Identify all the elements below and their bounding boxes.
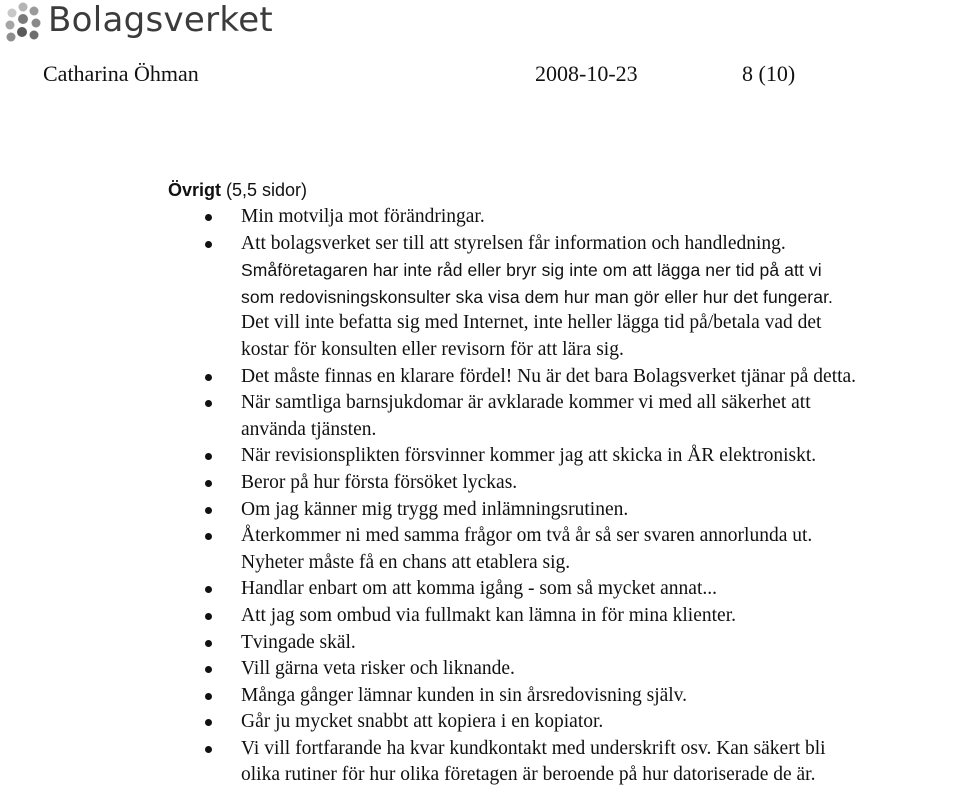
list-item: När samtliga barnsjukdomar är avklarade kommer vi med all säkerhet att xyxy=(0,390,960,417)
list-item: Tvingade skäl. xyxy=(0,630,960,657)
list-item: Det måste finnas en klarare fördel! Nu är det bara Bolagsverket tjänar på detta. xyxy=(0,364,960,391)
list-item: När revisionsplikten försvinner kommer jag att skicka in ÅR elektroniskt. xyxy=(0,443,960,470)
section-heading-bold: Övrigt xyxy=(168,180,222,200)
comment-list xyxy=(0,204,960,789)
list-item: Nyheter måste få en chans att etablera sig. xyxy=(241,551,571,573)
dot-cluster-icon xyxy=(2,2,44,44)
list-item: använda tjänsten. xyxy=(241,418,377,440)
list-item: som redovisningskonsulter ska visa dem hur man gör eller hur det fungerar. xyxy=(241,286,833,307)
logo-text: Bolagsverket xyxy=(48,0,274,40)
list-item: Vi vill fortfarande ha kvar kundkontakt med underskrift osv. Kan säkert bli xyxy=(0,736,960,763)
logo xyxy=(2,0,274,44)
list-item: Beror på hur första försöket lyckas. xyxy=(0,470,960,497)
list-item: Om jag känner mig trygg med inlämningsrutinen. xyxy=(0,497,960,524)
list-item: Återkommer ni med samma frågor om två år så ser svaren annorlunda ut. xyxy=(0,523,960,550)
list-item: Det vill inte befatta sig med Internet, inte heller lägga tid på/betala vad det xyxy=(241,312,822,334)
section-heading-detail: (5,5 sidor) xyxy=(221,180,308,200)
list-item: Att jag som ombud via fullmakt kan lämna in för mina klienter. xyxy=(0,603,960,630)
list-item: Går ju mycket snabbt att kopiera i en kopiator. xyxy=(0,709,960,736)
list-item: Att bolagsverket ser till att styrelsen får information och handledning. xyxy=(0,231,960,258)
document-author: Catharina Öhman xyxy=(43,61,199,86)
list-item: Småföretagaren har inte råd eller bryr sig inte om att lägga ner tid på att vi xyxy=(241,260,822,281)
document-date: 2008-10-23 xyxy=(535,61,638,86)
list-item: kostar för konsulten eller revisorn för att lära sig. xyxy=(241,338,624,360)
page-number: 8 (10) xyxy=(742,61,796,86)
list-item: Min motvilja mot förändringar. xyxy=(0,204,960,231)
list-item: Vill gärna veta risker och liknande. xyxy=(0,656,960,683)
list-item: olika rutiner för hur olika företagen är beroende på hur datoriserade de är. xyxy=(241,764,816,786)
section-heading xyxy=(168,180,307,201)
list-item: Många gånger lämnar kunden in sin årsredovisning själv. xyxy=(0,683,960,710)
list-item: Handlar enbart om att komma igång - som så mycket annat... xyxy=(0,576,960,603)
